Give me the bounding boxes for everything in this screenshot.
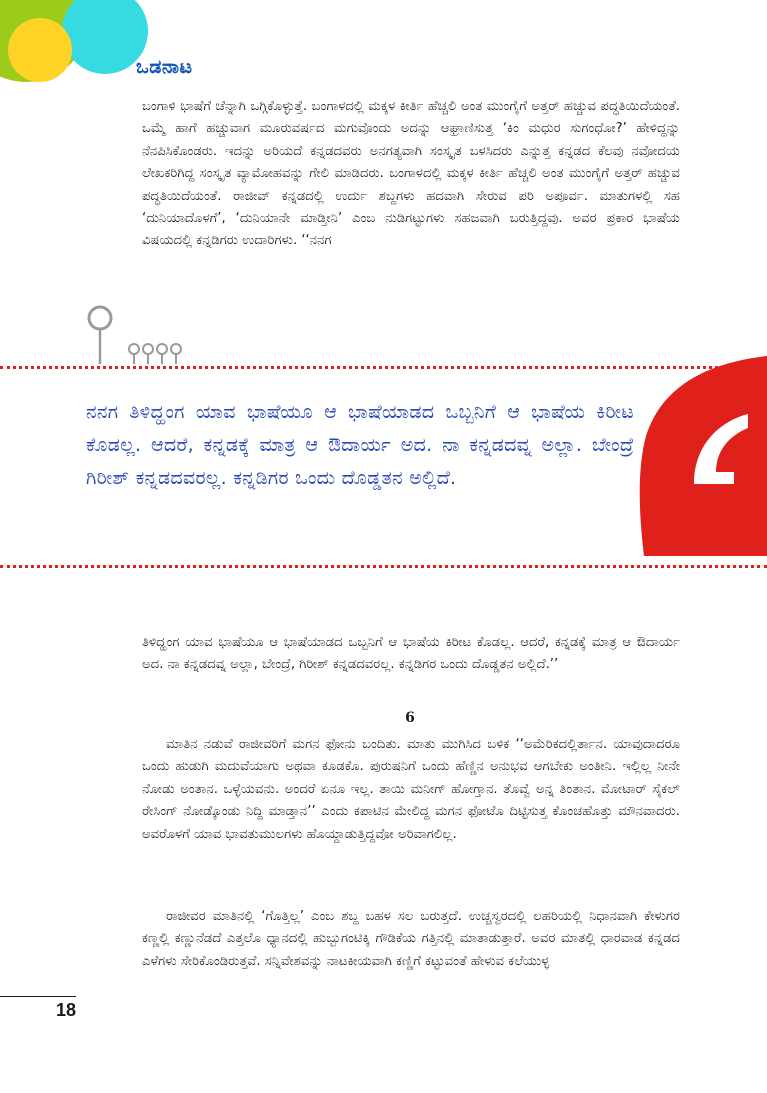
quote-mark-icon — [636, 356, 767, 556]
pull-quote-text: ನನಗ ತಿಳಿದ್ಹಂಗ ಯಾವ ಭಾಷೆಯೂ ಆ ಭಾಷೆಯಾಡದ ಒಬ್ಬನಿಗೆ ಆ ಭಾಷೆಯ ಕಿರೀಟ ಕೊಡಲ್ಲ. ಆದರೆ, ಕನ್ನಡಕ್ಕೆ ಮಾತ್ರ ಆ ಔದಾರ್ಯ ಅದ. ನಾ ಕನ್ನಡದವ್ನ ಅಲ್ಲಾ. ಬೇಂದ್ರೆ ಗಿರೀಶ್ ಕನ್ನಡದವರಲ್ಲ. ಕನ್ನಡಿಗರ ಒಂದು ದೊಡ್ಡತನ ಅಲ್ಲಿದೆ. — [86, 401, 634, 489]
decorative-circle-yellow — [8, 18, 72, 82]
body-paragraph-4: ರಾಜೀವರ ಮಾತಿನಲ್ಲಿ ‘ಗೊತ್ತಿಲ್ಲ’ ಎಂಬ ಶಬ್ದ ಬಹಳ ಸಲ ಬರುತ್ತದೆ. ಉಚ್ಚಸ್ವರದಲ್ಲಿ ಲಹರಿಯಲ್ಲಿ ನಿಧಾನವಾಗಿ ಕೇಳುಗರ ಕಣ್ಣಲ್ಲಿ ಕಣ್ಣುನೆಡದೆ ಎತ್ತಲೊ ಧ್ಯಾನದಲ್ಲಿ ಹುಬ್ಬುಗಂಟಿಕ್ಕಿ ಗೌಡಿಕೆಯ ಗತ್ತಿನಲ್ಲಿ ಮಾತಾಡುತ್ತಾರೆ. ಅವರ ಮಾತಲ್ಲಿ ಧಾರವಾಡ ಕನ್ನಡದ ಎಳೆಗಳು ಸೇರಿಕೊಂಡಿರುತ್ತವೆ. ಸನ್ನಿವೇಶವನ್ನು ನಾಟಕೀಯವಾಗಿ ಕಣ್ಣಿಗೆ ಕಟ್ಟುವಂತೆ ಹೇಳುವ ಕಲೆಯುಳ್ಳ — [142, 909, 680, 969]
chapter-number: 6 — [405, 710, 415, 726]
page-number: 18 — [56, 1000, 77, 1020]
section-title: ಒಡನಾಟ — [136, 56, 193, 78]
pull-quote-divider-bottom — [0, 565, 767, 568]
page-number-rule — [0, 996, 76, 997]
body-paragraph-1: ಬಂಗಾಳಿ ಭಾಷೆಗೆ ಚೆನ್ನಾಗಿ ಒಗ್ಗಿಕೊಳ್ಳುತ್ತೆ. ಬಂಗಾಳದಲ್ಲಿ ಮಕ್ಕಳ ಕೀರ್ತಿ ಹೆಚ್ಚಲಿ ಅಂತ ಮುಂಗೈಗೆ ಅತ್ತರ್ ಹಚ್ಚುವ ಪದ್ಧತಿಯಿದೆಯಂತೆ. ಒಮ್ಮೆ ಹಾಗೆ ಹಚ್ಚುವಾಗ ಮೂರುವರ್ಷದ ಮಗುವೊಂದು ಅದನ್ನು ಆಘ್ರಾಣಿಸುತ್ತ ‘ಕಿಂ ಮಧುರ ಸುಗಂಧೋ?’ ಹೇಳಿದ್ದನ್ನು ನೆನಪಿಸಿಕೊಂಡರು. ಇದನ್ನು ಅರಿಯದೆ ಕನ್ನಡದವರು ಅನಗತ್ಯವಾಗಿ ಸಂಸ್ಕೃತ ಬಳಸಿದರು ಎನ್ನುತ್ತ ಕನ್ನಡದ ಕೆಲವು ನವೋದಯ ಲೇಖಕರಿಗಿದ್ದ ಸಂಸ್ಕೃತ ವ್ಯಾಮೋಹವನ್ನು ಗೇಲಿ ಮಾಡಿದರು. ಬಂಗಾಳದಲ್ಲಿ ಮಕ್ಕಳ ಕೀರ್ತಿ ಹೆಚ್ಚಲಿ ಅಂತ ಮುಂಗೈಗೆ ಅತ್ತರ್ ಹಚ್ಚುವ ಪದ್ಧತಿಯಿದೆಯಂತೆ. ರಾಜೀವ್ ಕನ್ನಡದಲ್ಲಿ ಉರ್ದು ಶಬ್ದಗಳು ಹದವಾಗಿ ಸೇರುವ ಪರಿ ಅಪೂರ್ವ. ಮಾತುಗಳಲ್ಲಿ ಸಹ ‘ದುನಿಯಾದೊಳಗೆ’, ‘ದುನಿಯಾನೇ ಮಾಡ್ತೀನಿ’ ಎಂಬ ನುಡಿಗಟ್ಟುಗಳು ಸಹಜವಾಗಿ ಬರುತ್ತಿದ್ದವು. ಅವರ ಪ್ರಕಾರ ಭಾಷೆಯ ವಿಷಯದಲ್ಲಿ ಕನ್ನಡಿಗರು ಉದಾರಿಗಳು. ‘‘ನನಗ — [142, 99, 680, 249]
body-paragraph-2: ತಿಳಿದ್ಹಂಗ ಯಾವ ಭಾಷೆಯೂ ಆ ಭಾಷೆಯಾಡದ ಒಬ್ಬನಿಗೆ ಆ ಭಾಷೆಯ ಕಿರೀಟ ಕೊಡಲ್ಲ. ಆದರೆ, ಕನ್ನಡಕ್ಕೆ ಮಾತ್ರ ಆ ಔದಾರ್ಯ ಅದ. ನಾ ಕನ್ನಡದವ್ನ ಅಲ್ಲಾ, ಬೇಂದ್ರೆ, ಗಿರೀಶ್ ಕನ್ನಡದವರಲ್ಲ. ಕನ್ನಡಿಗರ ಒಂದು ದೊಡ್ಡತನ ಅಲ್ಲಿದೆ.’’ — [142, 635, 680, 673]
ring-pin-icon — [84, 302, 194, 366]
body-paragraph-3: ಮಾತಿನ ನಡುವೆ ರಾಜೀವರಿಗೆ ಮಗನ ಫೋನು ಬಂದಿತು. ಮಾತು ಮುಗಿಸಿದ ಬಳಿಕ ‘‘ಅಮೆರಿಕದಲ್ಲಿರ್ತಾನ. ಯಾವುದಾದರೂ ಒಂದು ಹುಡುಗಿ ಮದುವೆಯಾಗು ಅಥವಾ ಕೂಡಕೊ. ಪುರುಷನಿಗೆ ಒಂದು ಹೆಣ್ಣಿನ ಅನುಭವ ಆಗಬೇಕು ಅಂತೀನಿ. ಇಲ್ಲಿಲ್ಲ ನೀನೇ ನೋಡು ಅಂತಾನ. ಒಳ್ಳೆಯವನು. ಅಂದರೆ ಏನೂ ಇಲ್ಲ. ತಾಯಿ ಮನೀಗ್ ಹೋಗ್ತಾನ. ತೊವ್ವೆ ಅನ್ನ ತಿಂತಾನ. ಮೋಟಾರ್ ಸೈಕಲ್ ರೇಸಿಂಗ್ ನೋಡ್ಕೊಂಡು ನಿದ್ದಿ ಮಾಡ್ತಾನ’’ ಎಂದು ಕಪಾಟಿನ ಮೇಲಿದ್ದ ಮಗನ ಫೋಟೊ ದಿಟ್ಟಿಸುತ್ತ ಕೊಂಚಹೊತ್ತು ಮೌನವಾದರು. ಅವರೊಳಗೆ ಯಾವ ಭಾವತುಮುಲಗಳು ಹೊಯ್ದಾಡುತ್ತಿದ್ದವೋ ಅರಿವಾಗಲಿಲ್ಲ. — [142, 737, 680, 842]
